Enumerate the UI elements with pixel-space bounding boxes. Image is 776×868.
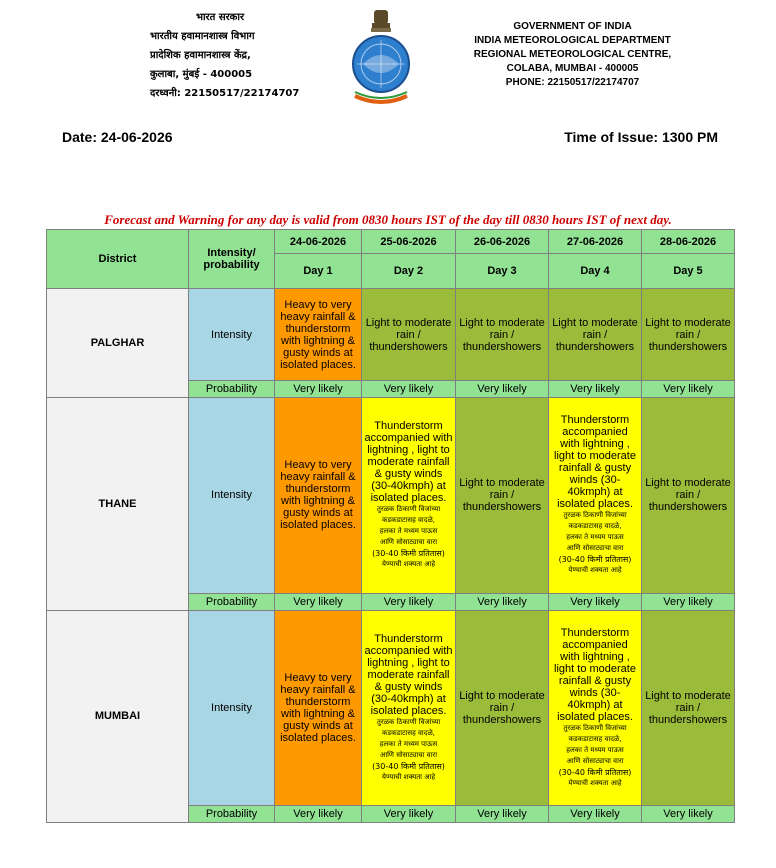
marathi-line: येण्याची शक्यता आहे xyxy=(568,566,622,575)
ashoka-emblem-icon xyxy=(371,10,391,32)
probability-cell: Very likely xyxy=(275,593,362,610)
marathi-line: कडकडाटासह वादळे, xyxy=(381,516,436,525)
marathi-line: हलका ते मध्यम पाऊस xyxy=(379,739,438,748)
marathi-line: कडकडाटासह वादळे, xyxy=(568,522,622,531)
marathi-line: (30-40 किमी प्रतितास) xyxy=(372,549,445,559)
probability-cell: Very likely xyxy=(642,593,735,610)
forecast-cell: Light to moderate rain / thundershowers xyxy=(456,610,549,805)
forecast-table xyxy=(46,229,735,823)
forecast-cell: Light to moderate rain / thundershowers xyxy=(642,398,735,593)
forecast-cell-bilingual xyxy=(362,610,456,805)
hindi-line: भारत सरकार xyxy=(195,12,245,23)
forecast-cell: Light to moderate rain / thundershowers xyxy=(362,289,456,381)
district-name: PALGHAR xyxy=(47,289,189,398)
probability-cell: Very likely xyxy=(642,805,735,822)
forecast-text: Thunderstorm accompanied with lightning , light to moderate rainfall & gusty winds (30-40kmph) at isolated places. xyxy=(554,414,636,511)
hindi-line: कुलाबा, मुंबई - 400005 xyxy=(150,69,253,80)
date-header: 28-06-2026 xyxy=(642,230,735,254)
english-line: GOVERNMENT OF INDIA xyxy=(513,21,632,32)
forecast-cell: Heavy to very heavy rainfall & thunderstorm with lightning & gusty winds at isolated places. xyxy=(275,398,362,593)
forecast-cell: Light to moderate rain / thundershowers xyxy=(642,289,735,381)
day-header: Day 4 xyxy=(549,254,642,289)
marathi-line: आणि सोसाट्याचा वारा xyxy=(379,750,438,759)
english-line: PHONE: 22150517/22174707 xyxy=(505,77,640,88)
issue-time: Time of Issue: 1300 PM xyxy=(564,129,718,145)
marathi-line: आणि सोसाट्याचा वारा xyxy=(379,538,438,547)
day-header: Day 5 xyxy=(642,254,735,289)
validity-note: Forecast and Warning for any day is valid from 0830 hours IST of the day till 0830 hours IST of next day. xyxy=(104,212,672,227)
marathi-line: तुरळक ठिकाणी विजांच्या xyxy=(563,723,627,732)
probability-label: Probability xyxy=(189,593,275,610)
probability-cell: Very likely xyxy=(642,381,735,398)
forecast-cell-bilingual xyxy=(362,398,456,593)
probability-cell: Very likely xyxy=(362,381,456,398)
english-line: INDIA METEOROLOGICAL DEPARTMENT xyxy=(474,35,671,46)
forecast-cell-bilingual xyxy=(549,398,642,593)
intensity-label: Intensity xyxy=(189,398,275,593)
marathi-line: तुरळक ठिकाणी विजांच्या xyxy=(563,511,627,520)
marathi-line: (30-40 किमी प्रतितास) xyxy=(372,761,445,771)
forecast-text: Thunderstorm accompanied with lightning , light to moderate rainfall & gusty winds (30-40kmph) at isolated places. xyxy=(364,632,453,717)
english-line: COLABA, MUMBAI - 400005 xyxy=(506,63,639,74)
marathi-line: तुरळक ठिकाणी विजांच्या xyxy=(376,505,441,514)
marathi-line: कडकडाटासह वादळे, xyxy=(381,728,436,737)
district-name: THANE xyxy=(47,398,189,610)
marathi-line: आणि सोसाट्याचा वारा xyxy=(566,756,624,765)
probability-cell: Very likely xyxy=(362,593,456,610)
forecast-text: Thunderstorm accompanied with lightning , light to moderate rainfall & gusty winds (30-40kmph) at isolated places. xyxy=(554,626,636,723)
marathi-line: कडकडाटासह वादळे, xyxy=(568,734,622,743)
probability-cell: Very likely xyxy=(456,593,549,610)
probability-label: Probability xyxy=(189,381,275,398)
forecast-cell: Light to moderate rain / thundershowers xyxy=(642,610,735,805)
imd-emblem-logo xyxy=(341,6,421,106)
probability-cell: Very likely xyxy=(456,805,549,822)
marathi-line: (30-40 किमी प्रतितास) xyxy=(558,555,632,565)
probability-label: Probability xyxy=(189,805,275,822)
marathi-line: हलका ते मध्यम पाऊस xyxy=(379,527,438,536)
forecast-cell: Heavy to very heavy rainfall & thunderstorm with lightning & gusty winds at isolated places. xyxy=(275,289,362,381)
forecast-text: Thunderstorm accompanied with lightning , light to moderate rainfall & gusty winds (30-40kmph) at isolated places. xyxy=(364,420,453,505)
issue-date: Date: 24-06-2026 xyxy=(62,129,173,145)
forecast-cell: Light to moderate rain / thundershowers xyxy=(456,398,549,593)
forecast-cell-bilingual xyxy=(549,610,642,805)
day-header: Day 2 xyxy=(362,254,456,289)
hindi-line: भारतीय हवामानशास्त्र विभाग xyxy=(150,31,255,42)
english-line: REGIONAL METEOROLOGICAL CENTRE, xyxy=(473,49,672,60)
intensity-label: Intensity xyxy=(189,610,275,805)
marathi-line: आणि सोसाट्याचा वारा xyxy=(566,544,624,553)
probability-cell: Very likely xyxy=(549,805,642,822)
marathi-line: (30-40 किमी प्रतितास) xyxy=(558,767,632,777)
forecast-cell: Light to moderate rain / thundershowers xyxy=(456,289,549,381)
forecast-cell: Heavy to very heavy rainfall & thunderstorm with lightning & gusty winds at isolated places. xyxy=(275,610,362,805)
marathi-line: येण्याची शक्यता आहे xyxy=(381,560,436,569)
probability-cell: Very likely xyxy=(549,593,642,610)
intensity-label: Intensity xyxy=(189,289,275,381)
forecast-cell: Light to moderate rain / thundershowers xyxy=(549,289,642,381)
date-header: 24-06-2026 xyxy=(275,230,362,254)
marathi-line: येण्याची शक्यता आहे xyxy=(568,778,622,787)
english-address-block xyxy=(470,20,675,90)
probability-cell: Very likely xyxy=(275,381,362,398)
date-header: 27-06-2026 xyxy=(549,230,642,254)
hindi-line: दरध्वनी: 22150517/22174707 xyxy=(150,88,300,99)
probability-cell: Very likely xyxy=(456,381,549,398)
date-header: 26-06-2026 xyxy=(456,230,549,254)
probability-cell: Very likely xyxy=(275,805,362,822)
district-header: District xyxy=(47,230,189,289)
marathi-line: हलका ते मध्यम पाऊस xyxy=(566,533,624,542)
day-header: Day 3 xyxy=(456,254,549,289)
probability-cell: Very likely xyxy=(362,805,456,822)
day-header: Day 1 xyxy=(275,254,362,289)
hindi-line: प्रादेशिक हवामानशास्त्र केंद्र, xyxy=(150,50,251,61)
marathi-line: येण्याची शक्यता आहे xyxy=(381,772,436,781)
district-name: MUMBAI xyxy=(47,610,189,822)
date-header: 25-06-2026 xyxy=(362,230,456,254)
marathi-line: हलका ते मध्यम पाऊस xyxy=(566,745,624,754)
marathi-line: तुरळक ठिकाणी विजांच्या xyxy=(376,717,441,726)
intensity-header: Intensity/ probability xyxy=(189,230,275,289)
hindi-address-block xyxy=(150,8,300,103)
probability-cell: Very likely xyxy=(549,381,642,398)
